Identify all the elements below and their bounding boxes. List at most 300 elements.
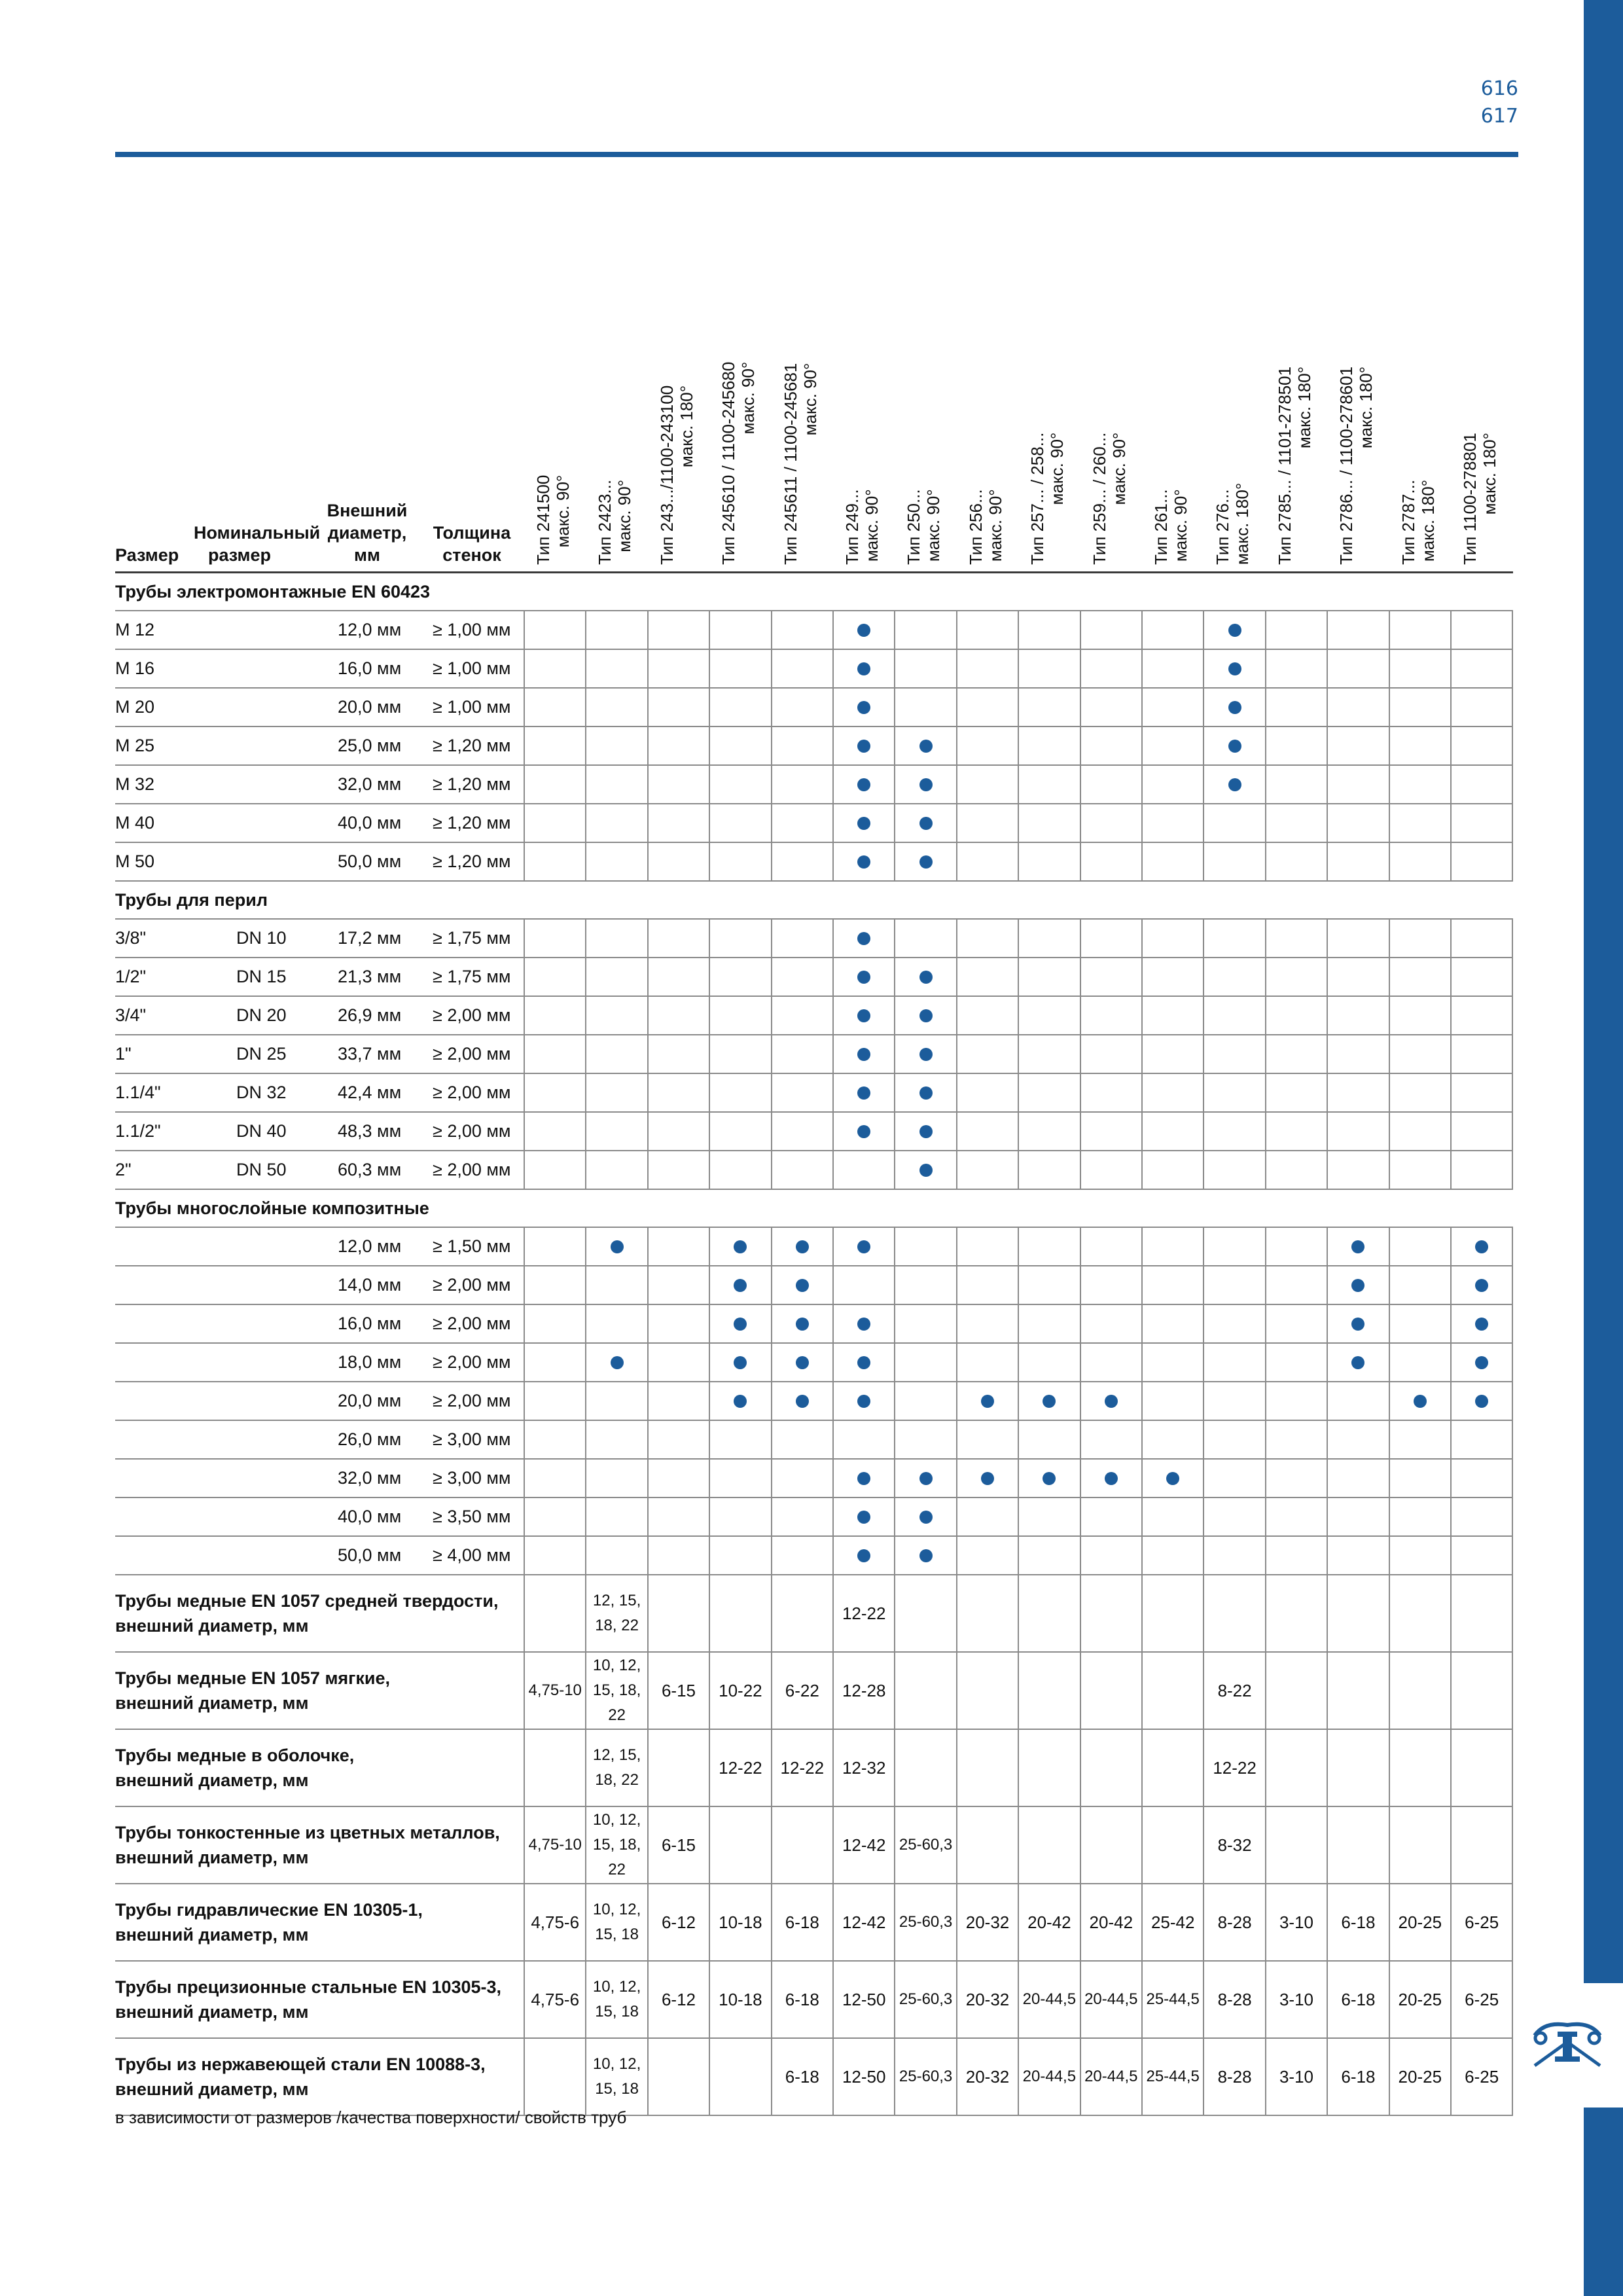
column-divider [1203,1421,1204,1458]
compatibility-dot [734,1395,747,1408]
column-divider [524,766,525,803]
outer-diameter-cell: 50,0 мм [338,1545,402,1565]
column-divider [1389,1421,1390,1458]
column-divider [709,920,710,957]
column-divider [585,804,586,842]
column-divider [956,1730,957,1806]
header-outer-line1: Внешний [327,501,408,520]
page-number-left: 616 [1480,77,1518,100]
column-divider [1265,804,1266,842]
value-cell: 10, 12, 15, 18 [592,2055,641,2098]
compatibility-dot [919,1048,933,1061]
value-cell: 20-32 [965,2067,1010,2087]
column-divider [709,1035,710,1073]
header-type-line2: макс. 90° [738,361,758,435]
nominal-size-cell [236,1344,315,1381]
column-divider [956,920,957,957]
column-divider [1389,1653,1390,1729]
column-divider [1141,1575,1143,1651]
pipe-compatibility-table [115,361,1513,2116]
value-cell: 6-18 [1341,1990,1376,2009]
column-divider [1327,1151,1328,1189]
value-row-title-line2: внешний диаметр, мм [115,1616,309,1636]
wall-thickness-cell: ≥ 2,00 мм [433,1391,511,1410]
column-divider [647,727,649,764]
dot-cell [1204,611,1265,649]
section-title: Трубы электромонтажные EN 60423 [115,581,431,601]
column-divider [647,920,649,957]
column-divider [1512,958,1513,996]
column-divider [1327,727,1328,764]
table-row [115,920,1513,958]
column-divider [709,1498,710,1535]
dot-cell [833,1460,895,1497]
outer-diameter-cell: 48,3 мм [338,1121,402,1141]
nominal-size-cell: DN 10 [236,928,287,948]
footnote: в зависимости от размеров /качества поверхности/ свойств труб [115,2108,627,2127]
column-divider [647,997,649,1034]
outer-diameter-cell: 60,3 мм [338,1160,402,1179]
dot-cell [772,1382,833,1420]
column-divider [1389,920,1390,957]
header-type-line2: макс. 90° [1047,432,1067,505]
column-divider [524,1498,525,1535]
column-divider [585,1460,586,1497]
wall-thickness-cell: ≥ 2,00 мм [433,1121,511,1141]
nominal-size-cell: DN 50 [236,1160,287,1179]
compatibility-dot [1166,1472,1179,1485]
page-number-right: 617 [1480,105,1518,128]
column-divider [1265,958,1266,996]
column-divider [709,958,710,996]
column-divider [1450,1460,1452,1497]
outer-diameter-cell: 12,0 мм [338,620,402,639]
compatibility-dot [857,1009,870,1022]
column-divider [524,1113,525,1150]
size-cell [115,1421,246,1458]
column-divider [771,611,772,649]
column-divider [1327,650,1328,687]
value-cell: 6-12 [661,1912,696,1932]
header-type-label [904,489,943,565]
header-type-line2: макс. 90° [862,489,882,562]
size-cell: 2" [115,1160,132,1179]
header-type-7 [957,290,1018,565]
table-row [115,804,1513,843]
column-divider [1265,1035,1266,1073]
nominal-size-cell [236,1382,315,1420]
value-cell: 6-12 [661,1990,696,2009]
value-cell: 10-18 [719,1990,762,2009]
column-divider [585,766,586,803]
outer-diameter-cell: 16,0 мм [338,658,402,678]
column-divider [1141,1305,1143,1342]
column-divider [1203,1266,1204,1304]
compatibility-dot [734,1279,747,1292]
column-divider [1141,1537,1143,1574]
column-divider [647,1074,649,1111]
compatibility-dot [1351,1318,1364,1331]
nominal-size-cell [236,611,315,649]
value-cell: 12-28 [842,1681,886,1700]
value-cell: 4,75-6 [531,1912,580,1932]
compatibility-dot [796,1356,809,1369]
dot-cell [895,766,956,803]
column-divider [524,1575,525,1651]
column-divider [1512,650,1513,687]
column-divider [956,1266,957,1304]
column-divider [1265,1498,1266,1535]
header-outer-line2: диаметр, [327,523,407,543]
compatibility-dot [734,1318,747,1331]
value-cell: 10, 12, 15, 18, 22 [592,1811,641,1878]
value-cell: 6-25 [1465,1990,1499,2009]
column-divider [647,1151,649,1189]
dot-cell [833,843,895,880]
column-divider [709,766,710,803]
value-row-title-line1: Трубы медные EN 1057 средней твердости, [115,1591,499,1611]
column-divider [1141,920,1143,957]
column-divider [771,1575,772,1651]
wall-thickness-cell: ≥ 1,75 мм [433,967,511,986]
column-divider [709,611,710,649]
column-divider [1512,1421,1513,1458]
column-divider [771,804,772,842]
outer-diameter-cell: 32,0 мм [338,774,402,794]
column-divider [524,1074,525,1111]
column-divider [771,1498,772,1535]
header-type-9 [1080,290,1142,565]
header-type-line2: макс. 90° [800,363,820,436]
sidebar-accent-bar [1584,0,1623,1983]
column-divider [709,1113,710,1150]
outer-diameter-cell: 14,0 мм [338,1275,402,1295]
column-divider [524,1460,525,1497]
column-divider [1080,920,1081,957]
column-divider [1080,958,1081,996]
table-row [115,1228,1513,1266]
header-type-2 [648,290,709,565]
value-row-title-line2: внешний диаметр, мм [115,1848,309,1867]
dot-cell [833,1035,895,1073]
outer-diameter-cell: 42,4 мм [338,1083,402,1102]
nominal-size-cell [236,1421,315,1458]
table-row [115,958,1513,997]
dot-cell [895,843,956,880]
header-type-label [533,475,573,565]
compatibility-dot [857,1086,870,1100]
nominal-size-cell [236,766,315,803]
header-type-line1: Тип 261... [1151,489,1171,565]
column-divider [1327,1074,1328,1111]
compatibility-dot [857,1356,870,1369]
column-divider [1080,727,1081,764]
value-cell: 10, 12, 15, 18, 22 [592,1657,641,1724]
wall-thickness-cell: ≥ 1,20 мм [433,774,511,794]
value-cell: 10-18 [719,1912,762,1932]
nominal-size-cell: DN 25 [236,1044,287,1064]
value-row-title-line1: Трубы медные в оболочке, [115,1746,355,1765]
column-divider [1265,843,1266,880]
compatibility-dot [796,1318,809,1331]
column-divider [1203,843,1204,880]
dot-cell [833,1074,895,1111]
column-divider [1018,1113,1019,1150]
column-divider [1018,1035,1019,1073]
header-type-label [1275,367,1314,565]
header-type-label [719,362,758,565]
header-rule [115,152,1518,157]
column-divider [1141,1113,1143,1150]
dot-cell [895,997,956,1034]
column-divider [1265,1382,1266,1420]
column-divider [1389,766,1390,803]
column-divider [1080,1344,1081,1381]
wall-thickness-cell: ≥ 1,20 мм [433,736,511,755]
dot-cell [772,1266,833,1304]
dot-cell [1080,1382,1142,1420]
table-row [115,689,1513,727]
column-divider [585,920,586,957]
size-cell: M 50 [115,852,155,871]
header-type-line2: макс. 180° [1418,479,1438,562]
dot-cell [957,1382,1018,1420]
column-divider [585,1266,586,1304]
dot-cell [895,1460,956,1497]
column-divider [1080,766,1081,803]
column-divider [1265,1266,1266,1304]
value-cell: 20-44,5 [1084,1990,1138,2008]
compatibility-dot [734,1356,747,1369]
value-cell: 6-18 [1341,1912,1376,1932]
dot-cell [895,727,956,764]
column-divider [1141,1344,1143,1381]
column-divider [1512,1460,1513,1497]
value-cell: 8-28 [1217,2067,1252,2087]
value-row-title-line2: внешний диаметр, мм [115,1770,309,1790]
compatibility-dot [1475,1240,1488,1253]
outer-diameter-cell: 50,0 мм [338,852,402,871]
wall-thickness-cell: ≥ 2,00 мм [433,1352,511,1372]
column-divider [956,689,957,726]
dot-cell [833,650,895,687]
column-divider [647,958,649,996]
column-divider [1512,727,1513,764]
column-divider [524,997,525,1034]
table-row [115,1460,1513,1498]
section-header-row [115,1190,1513,1228]
compatibility-dot [919,778,933,791]
column-divider [1141,1074,1143,1111]
column-divider [1450,611,1452,649]
dot-cell [1451,1344,1512,1381]
column-divider [585,1074,586,1111]
column-divider [1450,1807,1452,1883]
dot-cell [772,1228,833,1265]
column-divider [1389,1074,1390,1111]
wall-thickness-cell: ≥ 2,00 мм [433,1083,511,1102]
column-divider [1512,843,1513,880]
outer-diameter-cell: 25,0 мм [338,736,402,755]
table-row [115,1344,1513,1382]
column-divider [524,611,525,649]
column-divider [1450,1730,1452,1806]
column-divider [956,1228,957,1265]
value-cell: 6-25 [1465,2067,1499,2087]
size-cell: 3/8" [115,928,147,948]
compatibility-dot [857,701,870,714]
column-divider [1203,1382,1204,1420]
sidebar-accent-bar-bottom [1584,2108,1623,2296]
column-divider [894,1266,895,1304]
column-divider [1141,650,1143,687]
header-type-line1: Тип 256... [965,489,986,565]
column-divider [1203,1575,1204,1651]
column-divider [1450,1113,1452,1150]
column-divider [1389,1151,1390,1189]
column-divider [1327,1537,1328,1574]
value-cell: 25-60,3 [899,2068,953,2085]
column-divider [771,1113,772,1150]
dot-cell [772,1344,833,1381]
column-divider [1389,1035,1390,1073]
column-divider [1512,1151,1513,1189]
table-row [115,1035,1513,1074]
table-row [115,1113,1513,1151]
outer-diameter-cell: 40,0 мм [338,1507,402,1526]
header-type-label [781,363,820,565]
dot-cell [895,804,956,842]
header-type-line2: макс. 180° [1480,433,1499,515]
column-divider [1389,804,1390,842]
value-cell: 25-44,5 [1146,2068,1200,2085]
value-cell: 12, 15, 18, 22 [592,1592,641,1634]
column-divider [1450,1537,1452,1574]
column-divider [709,2039,710,2115]
column-divider [1512,766,1513,803]
table-row [115,1498,1513,1537]
value-cell: 20-25 [1398,2067,1442,2087]
compatibility-dot [1475,1395,1488,1408]
size-cell: M 40 [115,813,155,833]
value-cell: 6-18 [1341,2067,1376,2087]
nominal-size-cell [236,727,315,764]
compatibility-dot [1228,662,1241,675]
column-divider [1450,727,1452,764]
dot-cell [1451,1305,1512,1342]
compatibility-dot [1475,1279,1488,1292]
compatibility-dot [857,662,870,675]
section-header-row [115,882,1513,920]
column-divider [585,689,586,726]
column-divider [1018,1537,1019,1574]
column-divider [1512,920,1513,957]
dot-cell [1018,1382,1080,1420]
nominal-size-cell: DN 20 [236,1005,287,1025]
nominal-size-cell [236,1537,315,1574]
header-type-line2: макс. 90° [923,489,944,562]
dot-cell [895,1074,956,1111]
dot-cell [833,958,895,996]
dot-cell [957,1460,1018,1497]
compatibility-dot [1228,740,1241,753]
table-row [115,843,1513,882]
column-divider [1327,1460,1328,1497]
column-divider [585,1498,586,1535]
section-title: Трубы многослойные композитные [115,1198,429,1218]
column-divider [1080,1074,1081,1111]
outer-diameter-cell: 32,0 мм [338,1468,402,1488]
value-row-title-line2: внешний диаметр, мм [115,1693,309,1713]
column-divider [956,650,957,687]
table-row [115,650,1513,689]
wall-thickness-cell: ≥ 3,50 мм [433,1507,511,1526]
size-cell: M 20 [115,697,155,717]
nominal-size-cell [236,804,315,842]
column-divider [1512,1537,1513,1574]
column-divider [1141,1730,1143,1806]
column-divider [1450,1421,1452,1458]
table-body [115,573,1513,2116]
compatibility-dot [734,1240,747,1253]
outer-diameter-cell: 16,0 мм [338,1314,402,1333]
column-divider [585,727,586,764]
column-divider [585,1382,586,1420]
wall-thickness-cell: ≥ 1,00 мм [433,697,511,717]
value-cell: 6-22 [785,1681,819,1700]
column-divider [585,1035,586,1073]
value-row-title-line1: Трубы гидравлические EN 10305-1, [115,1900,423,1920]
column-divider [1512,1730,1513,1806]
column-divider [1080,1807,1081,1883]
column-divider [1080,1537,1081,1574]
dot-cell [1451,1228,1512,1265]
outer-diameter-cell: 20,0 мм [338,697,402,717]
column-divider [709,689,710,726]
column-divider [1327,611,1328,649]
dot-cell [833,611,895,649]
table-row [115,1266,1513,1305]
dot-cell [1327,1266,1389,1304]
compatibility-dot [857,778,870,791]
column-divider [1080,650,1081,687]
value-cell: 6-18 [785,2067,819,2087]
column-divider [647,1460,649,1497]
header-type-line2: макс. 90° [1171,489,1190,562]
column-divider [585,1537,586,1574]
column-divider [709,843,710,880]
column-divider [1018,1575,1019,1651]
column-divider [1389,727,1390,764]
dot-cell [833,689,895,726]
column-divider [1080,1730,1081,1806]
dot-cell [1142,1460,1204,1497]
column-divider [647,689,649,726]
value-row-title-line1: Трубы прецизионные стальные EN 10305-3, [115,1977,502,1997]
value-cell: 25-60,3 [899,1913,953,1931]
column-divider [1203,1151,1204,1189]
column-divider [1141,611,1143,649]
column-divider [1450,843,1452,880]
column-divider [524,920,525,957]
table-row [115,1074,1513,1113]
dot-cell [833,1498,895,1535]
table-row [115,727,1513,766]
header-type-label [1027,433,1067,565]
value-row-title-text [115,1820,500,1870]
compatibility-dot [857,1125,870,1138]
column-divider [771,1537,772,1574]
